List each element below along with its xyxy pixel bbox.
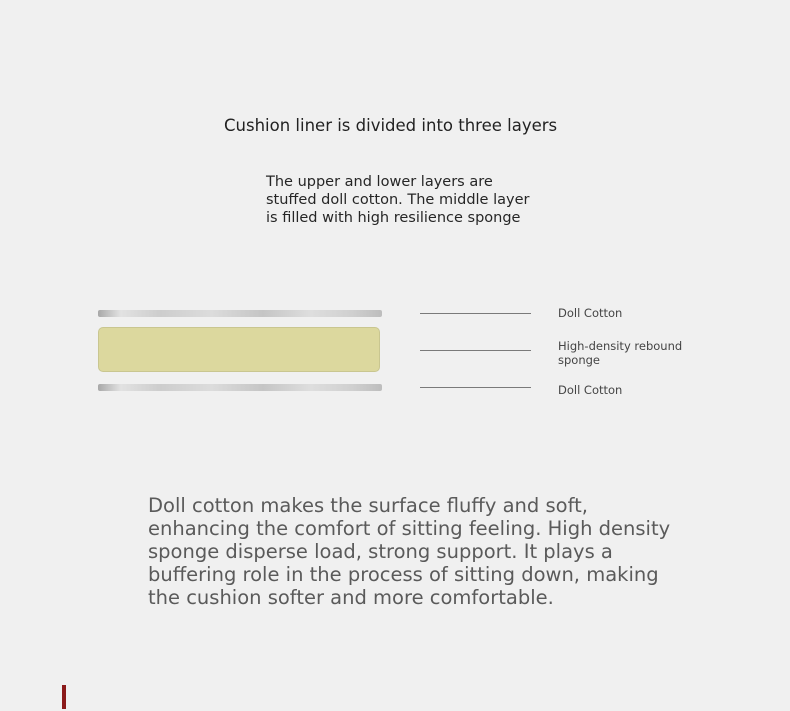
description-paragraph	[148, 494, 670, 609]
sponge-layer	[98, 327, 380, 372]
description-line: enhancing the comfort of sitting feeling. High density	[148, 517, 671, 540]
description-line: Doll cotton makes the surface fluffy and soft,	[148, 494, 588, 517]
middle-layer-leader-line	[420, 350, 531, 351]
top-layer-label: Doll Cotton	[558, 306, 623, 320]
top-layer-leader-line	[420, 313, 531, 314]
section-title: Cushion liner is divided into three layers	[224, 116, 558, 135]
bottom-layer-leader-line	[420, 387, 531, 388]
intro-line: The upper and lower layers are	[266, 174, 493, 190]
description-line: sponge disperse load, strong support. It plays a	[148, 540, 613, 563]
intro-line: is filled with high resilience sponge	[266, 210, 521, 226]
intro-text	[266, 173, 566, 227]
middle-layer-label-line: High-density rebound	[558, 339, 683, 353]
top-cotton-layer	[98, 310, 382, 317]
middle-layer-label	[558, 339, 682, 367]
description-line: buffering role in the process of sitting down, making	[148, 563, 659, 586]
accent-marker	[62, 685, 66, 709]
middle-layer-label-line: sponge	[558, 353, 600, 367]
description-line: the cushion softer and more comfortable.	[148, 586, 554, 609]
intro-line: stuffed doll cotton. The middle layer	[266, 192, 530, 208]
bottom-layer-label: Doll Cotton	[558, 383, 623, 397]
bottom-cotton-layer	[98, 384, 382, 391]
